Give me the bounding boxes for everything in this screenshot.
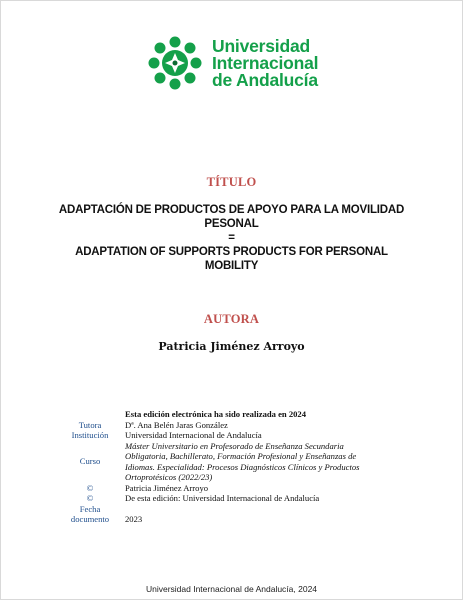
logo-line-1: Universidad (212, 35, 310, 56)
title-en-line-2: MOBILITY (204, 260, 259, 272)
curso-value (125, 441, 395, 483)
copyright-value-1: Patricia Jiménez Arroyo (125, 482, 209, 493)
author-label: AUTORA (203, 312, 260, 326)
copyright-label-1: © (86, 482, 94, 493)
copyright-value-2: De esta edición: Universidad Internacional de Andalucía (125, 493, 320, 503)
fecha-label (55, 504, 125, 525)
edition-row (55, 409, 395, 420)
logo-wordmark (212, 35, 319, 90)
fecha-label-2: documento (70, 514, 110, 524)
author-name: Patricia Jiménez Arroyo (158, 340, 305, 353)
copyright-edition-row (55, 493, 395, 504)
tutora-value: Dª. Ana Belén Jaras González (125, 419, 228, 430)
logo-line-2: Internacional (212, 52, 319, 73)
title-es-line-1: ADAPTACIÓN DE PRODUCTOS DE APOYO PARA LA MOVILIDAD (58, 204, 405, 216)
curso-label-cell (55, 441, 125, 483)
curso-line-4: Ortoprotésicos (2022/23) (125, 472, 213, 482)
curso-line-3: Idiomas. Especialidad: Procesos Diagnósticos Clínicos y Productos (125, 461, 360, 472)
edition-note: Esta edición electrónica ha sido realizada en 2024 (125, 409, 307, 419)
institucion-value: Universidad Internacional de Andalucía (125, 430, 262, 440)
logo-line-3: de Andalucía (212, 69, 318, 90)
tutora-label: Tutora (78, 419, 102, 430)
publication-info (55, 409, 395, 525)
copyright-label-2: © (86, 493, 94, 503)
curso-line-1: Máster Universitario en Profesorado de Enseñanza Secundaria (125, 440, 344, 451)
copyright-author-row (55, 483, 395, 494)
title-en-line-1: ADAPTATION OF SUPPORTS PRODUCTS FOR PERSONAL (75, 246, 388, 258)
title-label: TÍTULO (206, 175, 257, 189)
institucion-row (55, 430, 395, 441)
curso-line-2: Obligatoria, Bachillerato, Formación Profesional y Enseñanzas de (125, 451, 357, 461)
university-logo (148, 36, 318, 90)
tutora-row (55, 420, 395, 431)
fecha-value: 2023 (125, 514, 143, 524)
curso-row (55, 441, 395, 483)
title-es-line-2: PESONAL (204, 218, 259, 230)
page-footer: Universidad Internacional de Andalucía, 2024 (145, 584, 318, 594)
thesis-title (50, 203, 413, 273)
fecha-row (55, 504, 395, 525)
unia-logo-icon (148, 36, 202, 90)
institucion-label: Institución (71, 430, 109, 440)
edition-spacer (55, 409, 125, 420)
fecha-label-1: Fecha (79, 503, 101, 514)
curso-label: Curso (79, 456, 101, 467)
title-separator: = (228, 232, 235, 244)
